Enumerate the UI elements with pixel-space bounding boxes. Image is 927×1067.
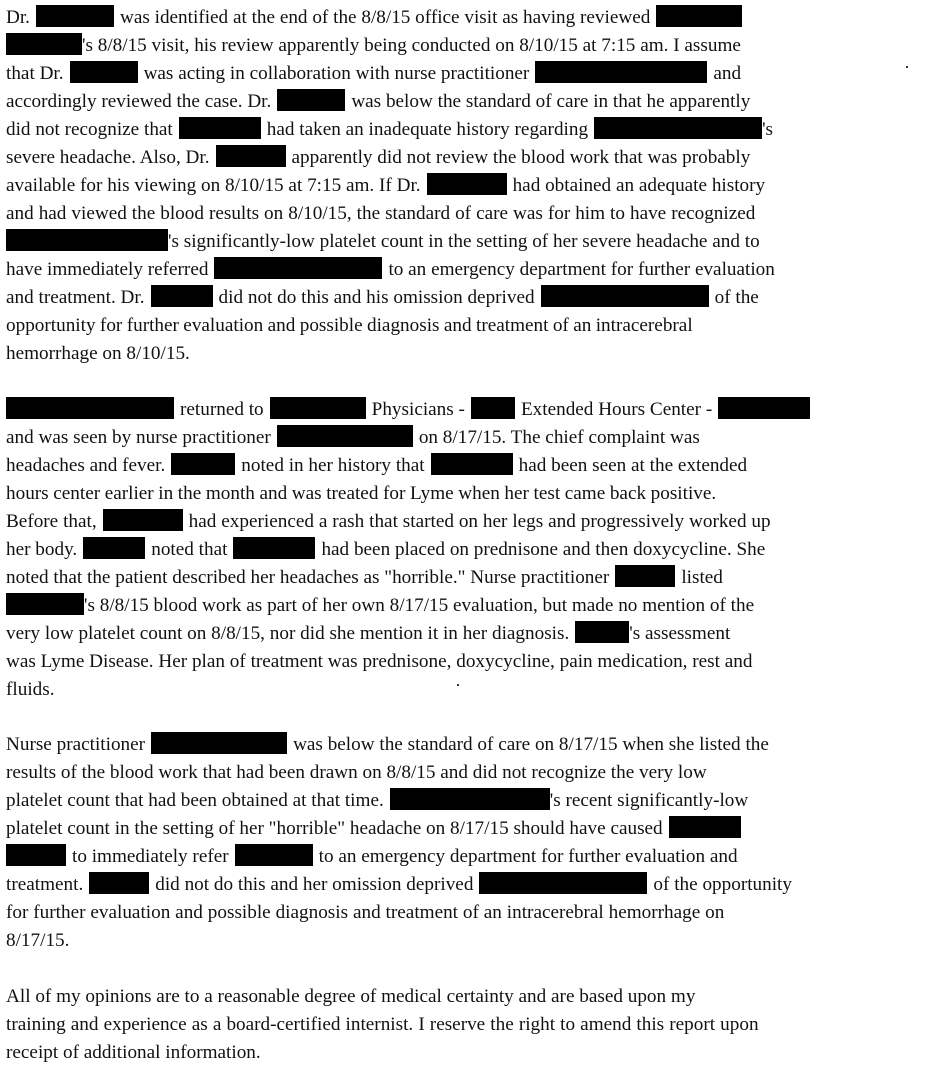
text-line — [6, 116, 773, 144]
text-run: severe headache. Also, Dr. — [6, 147, 210, 168]
text-run: 's assessment — [629, 623, 731, 644]
redaction-block — [171, 453, 235, 475]
text-run: had been placed on prednisone and then doxycycline. She — [321, 539, 766, 560]
text-run: platelet count in the setting of her "horrible" headache on 8/17/15 should have caused — [6, 818, 663, 839]
text-line — [6, 536, 765, 564]
text-run: noted that — [151, 539, 228, 560]
text-line — [6, 228, 760, 256]
text-line — [6, 60, 741, 88]
text-line — [6, 676, 55, 704]
redaction-block — [214, 257, 382, 279]
text-run: opportunity for further evaluation and possible diagnosis and treatment of an intracerebral — [6, 315, 693, 336]
redaction-block — [575, 621, 629, 643]
text-line — [6, 284, 759, 312]
text-line — [6, 564, 723, 592]
text-run: to immediately refer — [72, 846, 229, 867]
text-run: was acting in collaboration with nurse practitioner — [143, 63, 530, 84]
text-line — [6, 480, 716, 508]
text-line — [6, 1011, 759, 1039]
text-run: and — [713, 63, 742, 84]
text-run: 's 8/8/15 visit, his review apparently being conducted on 8/10/15 at 7:15 am. I assume — [82, 35, 741, 56]
text-line — [6, 871, 792, 899]
redaction-block — [6, 33, 82, 55]
redaction-block — [83, 537, 145, 559]
text-run: Nurse practitioner — [6, 734, 146, 755]
text-run: for further evaluation and possible diagnosis and treatment of an intracerebral hemorrhage on — [6, 902, 725, 923]
text-run: hours center earlier in the month and was treated for Lyme when her test came back positive. — [6, 483, 717, 504]
text-run: Before that, — [6, 511, 97, 532]
text-run: of the — [714, 287, 759, 308]
redaction-block — [277, 425, 413, 447]
redaction-block — [594, 117, 762, 139]
text-line — [6, 340, 190, 368]
scan-speck — [906, 66, 908, 68]
text-run: receipt of additional information. — [6, 1042, 261, 1063]
redaction-block — [216, 145, 286, 167]
text-line — [6, 759, 707, 787]
text-run: to an emergency department for further evaluation and — [318, 846, 738, 867]
text-run: Extended Hours Center - — [520, 399, 713, 420]
text-line — [6, 200, 755, 228]
redaction-block — [70, 61, 138, 83]
redaction-block — [151, 732, 287, 754]
redaction-block — [390, 788, 550, 810]
redaction-block — [541, 285, 709, 307]
redaction-block — [277, 89, 345, 111]
text-run: did not recognize that — [6, 119, 173, 140]
text-line — [6, 731, 769, 759]
text-line — [6, 32, 741, 60]
text-run: 8/17/15. — [6, 930, 70, 951]
text-line — [6, 648, 752, 676]
text-run: had obtained an adequate history — [512, 175, 766, 196]
text-run: 's 8/8/15 blood work as part of her own 8/17/15 evaluation, but made no mention of the — [84, 595, 755, 616]
text-line — [6, 620, 730, 648]
text-line — [6, 144, 750, 172]
text-run: and was seen by nurse practitioner — [6, 427, 271, 448]
text-line — [6, 899, 724, 927]
text-run: did not do this and his omission deprived — [218, 287, 535, 308]
text-line — [6, 88, 750, 116]
text-run: was below the standard of care on 8/17/15 when she listed the — [293, 734, 769, 755]
text-line — [6, 787, 748, 815]
text-run: and had viewed the blood results on 8/10/15, the standard of care was for him to have recognized — [6, 203, 756, 224]
redaction-block — [656, 5, 742, 27]
text-run: very low platelet count on 8/8/15, nor did she mention it in her diagnosis. — [6, 623, 570, 644]
redaction-block — [6, 229, 168, 251]
text-run: 's — [762, 119, 773, 140]
text-run: 's significantly-low platelet count in the setting of her severe headache and to — [168, 231, 760, 252]
text-run: Dr. — [6, 7, 30, 28]
text-run: was identified at the end of the 8/8/15 office visit as having reviewed — [119, 7, 651, 28]
text-run: apparently did not review the blood work that was probably — [291, 147, 751, 168]
redaction-block — [6, 397, 174, 419]
text-run: had been seen at the extended — [518, 455, 748, 476]
text-run: fluids. — [6, 679, 55, 700]
text-run: platelet count that had been obtained at that time. — [6, 790, 384, 811]
text-line — [6, 927, 69, 955]
text-line — [6, 172, 765, 200]
redaction-block — [6, 844, 66, 866]
text-line — [6, 508, 771, 536]
text-run: treatment. — [6, 874, 84, 895]
redaction-block — [479, 872, 647, 894]
text-line — [6, 4, 742, 32]
text-run: hemorrhage on 8/10/15. — [6, 343, 190, 364]
redaction-block — [151, 285, 213, 307]
text-line — [6, 452, 747, 480]
redaction-block — [103, 509, 183, 531]
text-run: noted that the patient described her headaches as "horrible." Nurse practitioner — [6, 567, 610, 588]
redaction-block — [36, 5, 114, 27]
text-run: to an emergency department for further evaluation — [388, 259, 775, 280]
text-run: training and experience as a board-certified internist. I reserve the right to amend this report upon — [6, 1014, 759, 1035]
text-run: headaches and fever. — [6, 455, 166, 476]
text-run: did not do this and her omission deprived — [155, 874, 474, 895]
text-run: of the opportunity — [653, 874, 792, 895]
text-run: results of the blood work that had been drawn on 8/8/15 and did not recognize the very low — [6, 762, 707, 783]
text-line — [6, 592, 754, 620]
text-line — [6, 983, 695, 1011]
redaction-block — [669, 816, 741, 838]
text-run: her body. — [6, 539, 78, 560]
text-run: had experienced a rash that started on her legs and progressively worked up — [188, 511, 771, 532]
text-run: listed — [681, 567, 723, 588]
redaction-block — [535, 61, 707, 83]
text-line — [6, 312, 693, 340]
redaction-block — [471, 397, 515, 419]
text-run: accordingly reviewed the case. Dr. — [6, 91, 272, 112]
text-run: Physicians - — [371, 399, 465, 420]
redaction-block — [179, 117, 261, 139]
text-run: was below the standard of care in that he apparently — [351, 91, 751, 112]
redaction-block — [615, 565, 675, 587]
text-line — [6, 396, 810, 424]
text-run: on 8/17/15. The chief complaint was — [418, 427, 700, 448]
text-line — [6, 815, 741, 843]
text-run: have immediately referred — [6, 259, 209, 280]
text-run: had taken an inadequate history regarding — [266, 119, 589, 140]
text-run: noted in her history that — [241, 455, 425, 476]
redaction-block — [431, 453, 513, 475]
text-run: and treatment. Dr. — [6, 287, 145, 308]
scan-speck — [457, 684, 459, 686]
text-run: 's recent significantly-low — [549, 790, 749, 811]
text-line — [6, 1039, 261, 1067]
text-line — [6, 424, 700, 452]
text-line — [6, 843, 738, 871]
text-run: All of my opinions are to a reasonable degree of medical certainty and are based upon my — [6, 986, 696, 1007]
redaction-block — [270, 397, 366, 419]
redaction-block — [233, 537, 315, 559]
redaction-block — [718, 397, 810, 419]
text-run: available for his viewing on 8/10/15 at 7:15 am. If Dr. — [6, 175, 421, 196]
text-run: was Lyme Disease. Her plan of treatment was prednisone, doxycycline, pain medication, rest and — [6, 651, 753, 672]
redaction-block — [6, 593, 84, 615]
text-line — [6, 256, 775, 284]
redaction-block — [89, 872, 149, 894]
text-run: that Dr. — [6, 63, 64, 84]
redaction-block — [235, 844, 313, 866]
text-run: returned to — [180, 399, 264, 420]
redaction-block — [427, 173, 507, 195]
